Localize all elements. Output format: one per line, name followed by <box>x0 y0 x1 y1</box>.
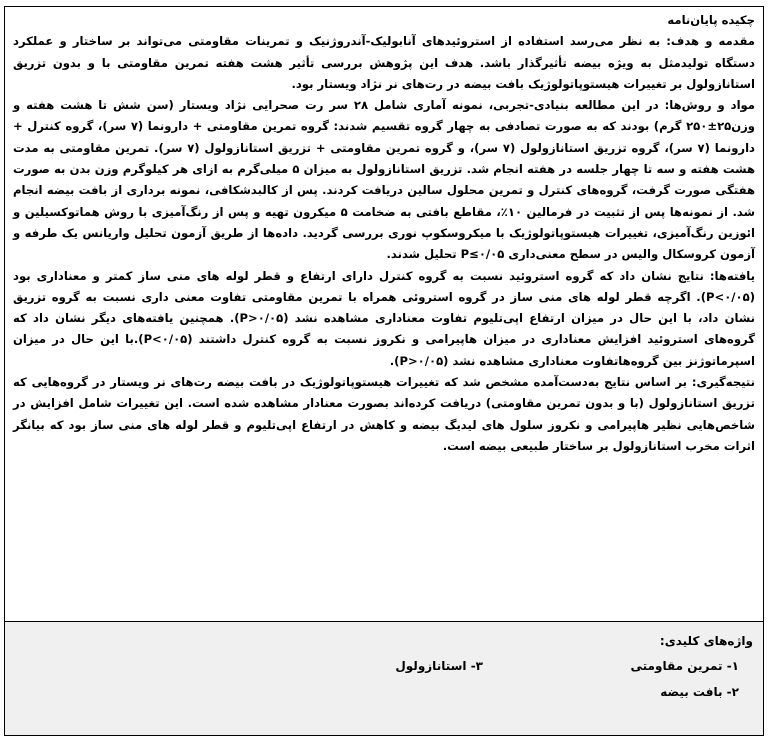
methods-paragraph <box>13 95 755 265</box>
keyword-item: ۱- تمرین مقاومتی <box>630 659 739 673</box>
intro-text: به نظر می‌رسد استفاده از استروئیدهای آنابولیک-آندروژنیک و تمرینات مقاومتی می‌تواند بر ساختار و عملکرد دستگاه تولیدمثل به ویژه بیضه تأثیرگذار باشد. هدف این پژوهش بررسی تأثیر هشت هفته تمرین مقاومتی با و بدون تزریق استانازولول بر تغییرات هیستوپاتولوژیک بافت بیضه در رت‌های نر نژاد ویستار بود. <box>13 34 755 91</box>
results-label: یافته‌ها: <box>709 268 755 283</box>
conclusion-text: بر اساس نتایج به‌دست‌آمده مشخص شد که تغییرات هیستوپاتولوژیک در بافت بیضه رت‌های نر ویستار در گروه‌هایی که تزریق استانازولول (با و بدون تمرین مقاومتی) دریافت کرده‌اند بصورت معنادار مشاهده شده است. این تغییرات شامل افزایش در شاخص‌هایی نظیر هاپیرامی و نکروز سلول های لیدیگ بیضه و کاهش در ارتفاع اپی‌تلیوم و قطر لوله های منی ساز بود که بیانگر اثرات مخرب استانازولول بر ساختار طبیعی بیضه است. <box>13 375 755 453</box>
results-paragraph <box>13 266 755 372</box>
abstract-heading: چکیده پایان‌نامه <box>667 13 755 27</box>
keyword-item: ۳- استانازولول <box>395 659 483 673</box>
conclusion-paragraph <box>13 372 755 457</box>
conclusion-label: نتیجه‌گیری: <box>691 375 755 390</box>
keywords-section <box>5 622 763 735</box>
abstract-frame <box>4 6 764 736</box>
methods-label: مواد و روش‌ها: <box>664 98 755 113</box>
intro-label: مقدمه و هدف: <box>666 34 755 49</box>
methods-text: در این مطالعه بنیادی-تجربی، نمونه آماری شامل ۲۸ سر رت صحرایی نژاد ویستار (سن شش تا هشت هفته و وزن۲۵±۲۵۰ گرم) بودند که به صورت تصادفی به چهار گروه تقسیم شدند: گروه تمرین مقاومتی + دارونما (۷ سر)، گروه کنترل + دارونما (۷ سر)، گروه تزریق استانازولول (۷ سر)، و گروه تمرین مقاومتی + تزریق استانازولول (۷ سر). تمرین مقاومتی به مدت هشت هفته و سه تا چهار جلسه در هفته انجام شد. تزریق استانازولول به میزان ۵ میلی‌گرم به ازای هر کیلوگرم وزن بدن به صورت هفتگی صورت گرفت، گروه‌های کنترل و تمرین محلول سالین دریافت کردند. پس از کالبدشکافی، نمونه برداری از بافت بیضه انجام شد. از نمونه‌ها پس از تثبیت در فرمالین ۱۰٪، مقاطع بافتی به ضخامت ۵ میکرون تهیه و پس از رنگ‌آمیزی با روش هماتوکسیلین و ائوزین رنگ‌آمیزی، تغییرات هیستوپاتولوژیک با میکروسکوپ نوری بررسی گردید. داده‌ها از طریق آزمون تحلیل واریانس یک طرفه و آزمون کروسکال والیس در سطح معنی‌داری P≤۰/۰۵ تحلیل شدند. <box>13 98 756 262</box>
keyword-item: ۲- بافت بیضه <box>660 685 739 699</box>
keywords-title: واژه‌های کلیدی: <box>659 634 753 648</box>
results-text: نتایج نشان داد که گروه استروئید نسبت به گروه کنترل دارای ارتفاع و قطر لوله های منی ساز کمتر و معناداری بود (P<۰/۰۵). اگرچه قطر لوله های منی ساز در گروه استروئی همراه با تمرین مقاومتی تفاوت معنی داری نسبت به گروه تزریق نشان داد، با این حال در میزان ارتفاع اپی‌تلیوم تفاوت معناداری مشاهده نشد (P>۰/۰۵). همچنین یافته‌های دیگر نشان داد که گروه‌های استروئید افزایش معناداری در میزان هاپیرامی و نکروز نسبت به گروه کنترل داشتند (P<۰/۰۵).با این حال در میزان اسپرماتوژنز بین گروه‌هاتفاوت معناداری مشاهده نشد (P>۰/۰۵). <box>13 268 755 368</box>
intro-paragraph <box>13 31 755 95</box>
abstract-section <box>5 7 763 622</box>
